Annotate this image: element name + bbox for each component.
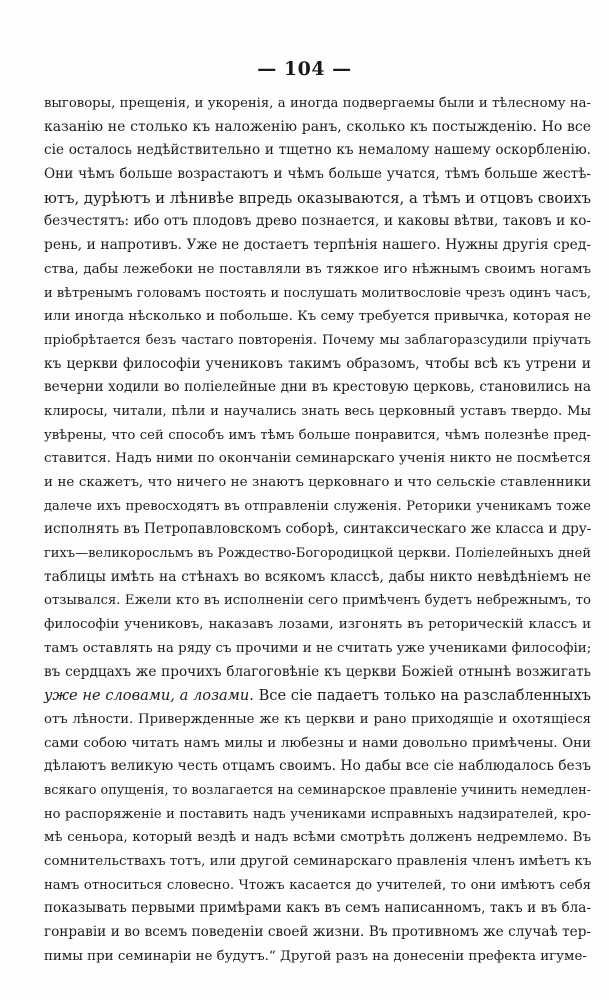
text-line: таблицы имѣть на стѣнахъ во всякомъ классѣ, дабы никто невѣдѣніемъ не (44, 568, 591, 585)
text-line: ства, дабы лежебоки не поставляли въ тяжкое иго нѣжнымъ своимъ ногамъ (44, 261, 591, 277)
text-line: или иногда нѣсколько и побольше. Къ сему требуется привычка, которая не (44, 309, 591, 325)
text-line: пимы при семинаріи не будутъ.“ Другой разъ на донесеніи префекта игуме- (44, 948, 587, 964)
body-text (44, 92, 591, 968)
text-line: безчестятъ: ибо отъ плодовъ древо познается, и каковы вѣтви, таковъ и ко- (44, 213, 591, 230)
text-line: но распоряженіе и поставить надъ учениками исправныхъ надзирателей, кро- (44, 806, 591, 822)
text-line: гихъ—великоросльмъ въ Рождество-Богородицкой церкви. Полiелейныхъ дней (44, 546, 591, 562)
text-line: мѣ сеньора, который вездѣ и надъ всѣми смотрѣть долженъ недремлемо. Въ (44, 830, 591, 846)
text-line: дѣлаютъ великую честь отцамъ своимъ. Но дабы все сіе наблюдалось безъ (44, 758, 591, 775)
text-line: отзывался. Ежели кто въ исполненіи сего примѣченъ будетъ небрежнымъ, то (44, 593, 591, 609)
text-line: показывать первыми примѣрами какъ въ семъ написанномъ, такъ и въ бла- (44, 900, 591, 917)
text-line: къ церкви философіи учениковъ такимъ образомъ, чтобы всѣ къ утрени и (44, 355, 591, 372)
text-line: сіе осталось недѣйствительно и тщетно къ немалому нашему оскорбленію. (44, 142, 591, 159)
italic-emphasis: уже не словами, а лозами. (44, 687, 254, 705)
text-line: рень, и напротивъ. Уже не достаетъ терпѣнія нашего. Нужны другія сред- (44, 237, 591, 254)
text-line: выговоры, прещенія, и укоренія, а иногда подвергаемы были и тѣлесному на- (44, 96, 591, 111)
text-line: тамъ оставлять на ряду съ прочими и не считать уже учениками философіи; (44, 640, 592, 656)
text-line-italic: уже не словами, а лозами. Все сіе падаетъ только на разслабленныхъ (44, 687, 591, 705)
text-line: клиросы, читали, пѣли и научались знать весь церковный уставъ твердо. Мы (44, 403, 591, 419)
text-line: пріобрѣтается безъ частаго повторенія. Почему мы заблагоразсудили пріучать (44, 332, 591, 348)
text-line: гонравіи и во всемъ поведеніи своей жизни. Въ противномъ же случаѣ тер- (44, 924, 591, 941)
text-line: увѣрены, что сей способъ имъ тѣмъ больше понравится, чѣмъ полезнѣе пред- (44, 427, 591, 443)
text-line: намъ относиться словесно. Чтожъ касается до учителей, то они имѣютъ себя (44, 877, 591, 893)
text-line: ютъ, дурѣютъ и лѣнивѣе впредь оказываются, а тѣмъ и отцовъ своихъ (44, 189, 591, 207)
text-line: сами собою читать намъ милы и любезны и нами довольно примѣчены. Они (44, 735, 591, 751)
text-line: въ сердцахъ же прочихъ благоговѣніе къ церкви Божіей отнынѣ возжигать (44, 663, 591, 680)
text-line: и не скажетъ, что ничего не знаютъ церковнаго и что сельскіе ставленники (44, 475, 591, 490)
text-line: сомнительствахъ тотъ, или другой семинарскаго правленія членъ имѣетъ къ (44, 854, 592, 869)
text-line: далече ихъ превосходятъ въ отправленіи служенія. Реторики ученикамъ тоже (44, 498, 591, 514)
page-number: — 104 — (257, 58, 352, 80)
text-line: философіи учениковъ, наказавъ лозами, изгонять въ реторическій классъ и (44, 617, 591, 633)
text-line: исполнять въ Петропавловскомъ соборѣ, синтаксическаго же класса и дру- (44, 521, 592, 538)
text-line: ставится. Надъ ними по окончаніи семинарскаго ученія никто не посмѣется (44, 451, 591, 467)
text-line: всякаго опущенія, то возлагается на семинарское правленіе учинить немедлен- (44, 782, 591, 798)
text-line: отъ лѣности. Привержденные же къ церкви и рано приходящіе и охотящіеся (44, 711, 591, 727)
text-line: казанію не столько къ наложенію ранъ, сколько къ постыжденію. Но все (44, 118, 591, 135)
text-line: и вѣтренымъ головамъ постоять и послушать молитвословіе чрезъ одинъ часъ, (44, 285, 591, 301)
text-line: вечерни ходили во полiелейные дни въ крестовую церковь, становились на (44, 379, 591, 396)
text-line: Они чѣмъ больше возрастаютъ и чѣмъ больше учатся, тѣмъ больше жестѣ- (44, 166, 591, 183)
